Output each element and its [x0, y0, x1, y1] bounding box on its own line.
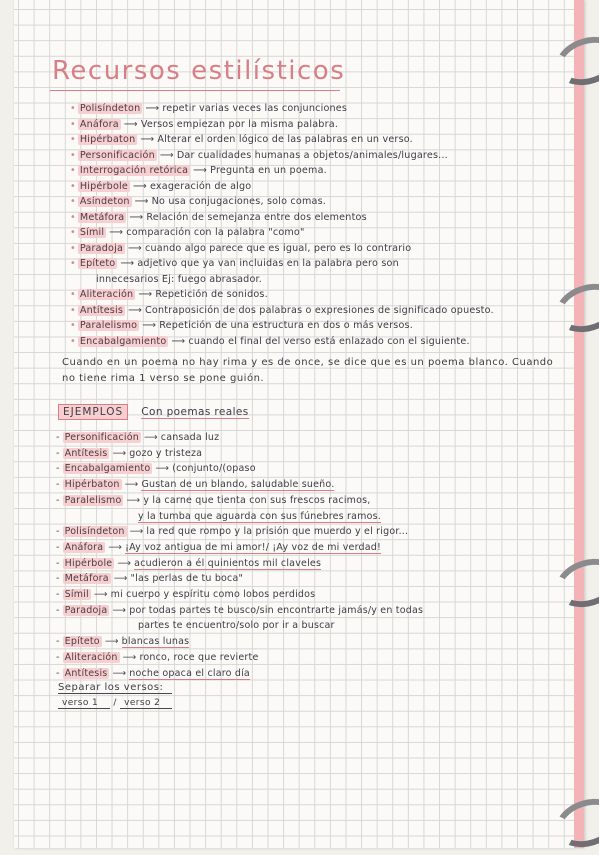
- example-item: [56, 571, 576, 587]
- example-text: Gustan de un blando, saludable sueño.: [141, 479, 335, 491]
- definitions-list: [70, 101, 570, 349]
- bullet-icon: •: [70, 304, 76, 316]
- definition-item: [70, 303, 570, 319]
- arrow-right-icon: ⟶: [138, 289, 153, 300]
- separate-verses-title: Separar los versos:: [58, 682, 172, 694]
- arrow-right-icon: ⟶: [109, 227, 124, 238]
- example-term: Encabalgamiento: [64, 463, 151, 475]
- definition-text: innecesarios Ej: fuego abrasador.: [96, 273, 263, 285]
- examples-heading-row: [58, 400, 249, 420]
- example-item: [56, 556, 576, 572]
- arrow-right-icon: ⟶: [193, 165, 208, 176]
- arrow-right-icon: ⟶: [108, 541, 123, 553]
- definition-item: [70, 210, 570, 226]
- definition-text: adjetivo que ya van incluidas en la palabra pero son: [137, 258, 399, 269]
- example-term: Epíteto: [64, 636, 100, 648]
- example-text: blancas lunas: [121, 636, 190, 648]
- dash-icon: -: [56, 432, 60, 443]
- definition-text: exageración de algo: [149, 180, 252, 192]
- arrow-right-icon: ⟶: [128, 304, 143, 316]
- definition-text: cuando algo parece que es igual, pero es lo contrario: [145, 242, 412, 254]
- bullet-icon: •: [70, 289, 76, 300]
- definition-term: Hipérbaton: [79, 134, 136, 145]
- example-item: [56, 477, 576, 493]
- definition-text: Dar cualidades humanas a objetos/animales/lugares...: [176, 149, 448, 161]
- example-item: [56, 603, 576, 619]
- dash-icon: -: [56, 604, 60, 616]
- definition-text: Alterar el orden lógico de las palabras en un verso.: [157, 134, 413, 145]
- arrow-right-icon: ⟶: [133, 180, 147, 192]
- definition-item: [70, 287, 570, 303]
- arrow-right-icon: ⟶: [120, 258, 135, 269]
- example-term: Símil: [64, 589, 89, 601]
- dash-icon: -: [56, 557, 60, 569]
- definition-item: [70, 272, 570, 288]
- example-text: noche opaca el claro día: [129, 667, 250, 679]
- example-item: [56, 540, 576, 556]
- bullet-icon: •: [70, 165, 76, 176]
- arrow-right-icon: ⟶: [112, 604, 127, 616]
- example-text: cansada luz: [160, 432, 220, 443]
- arrow-right-icon: ⟶: [145, 103, 160, 114]
- example-item: [56, 587, 576, 603]
- definition-term: Anáfora: [79, 118, 119, 130]
- title-underline: [50, 90, 340, 91]
- definition-item: [70, 241, 570, 257]
- definition-item: [70, 334, 570, 350]
- examples-list: [56, 430, 576, 681]
- arrow-right-icon: ⟶: [171, 335, 186, 347]
- definition-term: Paradoja: [79, 242, 124, 254]
- dash-icon: -: [56, 667, 60, 679]
- definition-term: Símil: [79, 227, 105, 238]
- definition-text: comparación con la palabra "como": [126, 227, 305, 238]
- definition-text: Versos empiezan por la misma palabra.: [140, 118, 339, 130]
- page-title: Recursos estilísticos: [52, 56, 346, 86]
- definition-item: [70, 163, 570, 179]
- verse-2-label: verso 2: [120, 698, 172, 709]
- dash-icon: -: [56, 589, 60, 601]
- example-text: mi cuerpo y espíritu como lobos perdidos: [110, 589, 316, 601]
- example-term: Metáfora: [64, 573, 109, 585]
- definition-term: Paralelismo: [79, 320, 138, 331]
- definition-term: Antítesis: [79, 304, 124, 316]
- dash-icon: -: [56, 463, 60, 475]
- example-term: Hipérbole: [64, 557, 113, 569]
- example-term: Personificación: [64, 432, 139, 443]
- dash-icon: -: [56, 636, 60, 648]
- arrow-right-icon: ⟶: [113, 573, 128, 585]
- definition-text: Repetición de una estructura en dos o más versos.: [159, 320, 413, 331]
- arrow-right-icon: ⟶: [123, 118, 138, 130]
- example-item: [56, 493, 576, 509]
- example-item: [56, 524, 576, 540]
- example-item: [56, 446, 576, 462]
- example-text: acudieron a él quinientos mil claveles: [134, 557, 322, 569]
- example-text: la red que rompo y la prisión que muerdo y el rigor...: [146, 526, 409, 538]
- definition-item: [70, 318, 570, 334]
- bullet-icon: •: [70, 118, 76, 130]
- arrow-right-icon: ⟶: [143, 432, 158, 443]
- dash-icon: -: [56, 526, 60, 538]
- verse-divider: /: [113, 698, 117, 708]
- note-paragraph: Cuando en un poema no hay rima y es de once, se dice que es un poema blanco. Cuando no tiene rima 1 verso se pone guión.: [62, 357, 554, 384]
- arrow-right-icon: ⟶: [117, 557, 132, 569]
- bullet-icon: •: [70, 258, 76, 269]
- arrow-right-icon: ⟶: [93, 589, 108, 601]
- example-term: Paralelismo: [64, 494, 122, 506]
- example-term: Antítesis: [64, 447, 108, 459]
- dash-icon: -: [56, 494, 60, 506]
- definition-item: [70, 117, 570, 133]
- definition-term: Personificación: [79, 149, 155, 161]
- definition-term: Interrogación retórica: [79, 165, 189, 176]
- example-term: Anáfora: [64, 541, 104, 553]
- bullet-icon: •: [70, 227, 76, 238]
- definition-text: Repetición de sonidos.: [155, 289, 268, 300]
- definition-term: Metáfora: [79, 211, 125, 223]
- arrow-right-icon: ⟶: [159, 149, 174, 161]
- dash-icon: -: [56, 651, 60, 663]
- separate-verses-example: [58, 698, 172, 709]
- example-text: y la tumba que aguarda con sus fúnebres ramos.: [138, 510, 381, 522]
- definition-item: [70, 101, 570, 117]
- definition-text: repetir varias veces las conjunciones: [162, 103, 348, 114]
- arrow-right-icon: ⟶: [124, 479, 139, 491]
- definition-item: [70, 179, 570, 195]
- definition-term: Epíteto: [79, 258, 116, 269]
- example-item: [56, 461, 576, 477]
- arrow-right-icon: ⟶: [140, 134, 155, 145]
- bullet-icon: •: [70, 149, 76, 161]
- notebook-page: [14, 0, 584, 848]
- bullet-icon: •: [70, 134, 76, 145]
- separate-verses: [58, 682, 172, 709]
- examples-subheading: Con poemas reales: [141, 406, 249, 418]
- arrow-right-icon: ⟶: [128, 242, 142, 254]
- arrow-right-icon: ⟶: [112, 447, 127, 459]
- page-margin-stripe: [574, 0, 584, 848]
- definition-term: Hipérbole: [79, 180, 129, 192]
- example-item: [56, 650, 576, 666]
- arrow-right-icon: ⟶: [155, 463, 170, 475]
- arrow-right-icon: ⟶: [142, 320, 157, 331]
- dash-icon: -: [56, 541, 60, 553]
- example-text: "las perlas de tu boca": [130, 573, 244, 585]
- definition-term: Encabalgamiento: [79, 335, 167, 347]
- arrow-right-icon: ⟶: [104, 636, 119, 648]
- arrow-right-icon: ⟶: [129, 211, 144, 223]
- example-term: Antítesis: [64, 667, 108, 679]
- verse-1-label: verso 1: [58, 698, 110, 709]
- example-text: ronco, roce que revierte: [139, 651, 259, 663]
- dash-icon: -: [56, 447, 60, 459]
- example-item: [56, 666, 576, 682]
- definition-text: Pregunta en un poema.: [210, 165, 327, 176]
- example-text: gozo y tristeza: [129, 447, 203, 459]
- definition-term: Asíndeton: [79, 196, 130, 207]
- definition-text: cuando el final del verso está enlazado con el siguiente.: [188, 335, 470, 347]
- example-item: [56, 634, 576, 650]
- example-item: [56, 430, 576, 446]
- dash-icon: -: [56, 479, 60, 491]
- arrow-right-icon: ⟶: [134, 196, 149, 207]
- definition-term: Polisíndeton: [79, 103, 141, 114]
- bullet-icon: •: [70, 335, 76, 347]
- example-term: Polisíndeton: [64, 526, 125, 538]
- example-text: partes te encuentro/solo por ir a buscar: [138, 620, 335, 632]
- bullet-icon: •: [70, 320, 76, 331]
- example-term: Hipérbaton: [64, 479, 120, 491]
- definition-text: Contraposición de dos palabras o expresiones de significado opuesto.: [145, 304, 494, 316]
- example-text: por todas partes te busco/sin encontrarte jamás/y en todas: [129, 604, 424, 616]
- definition-item: [70, 256, 570, 272]
- bullet-icon: •: [70, 242, 76, 254]
- example-text: ¡Ay voz antigua de mi amor!/ ¡Ay voz de mi verdad!: [125, 541, 382, 553]
- arrow-right-icon: ⟶: [122, 651, 137, 663]
- arrow-right-icon: ⟶: [126, 494, 141, 506]
- example-term: Aliteración: [64, 651, 118, 663]
- definition-item: [70, 132, 570, 148]
- arrow-right-icon: ⟶: [129, 526, 144, 538]
- bullet-icon: •: [70, 103, 76, 114]
- bullet-icon: •: [70, 211, 76, 223]
- bullet-icon: •: [70, 180, 76, 192]
- example-item: [56, 618, 576, 634]
- example-term: Paradoja: [64, 604, 108, 616]
- example-item: [56, 509, 576, 525]
- definition-term: Aliteración: [79, 289, 134, 300]
- example-text: y la carne que tienta con sus frescos racimos,: [143, 494, 371, 506]
- definition-item: [70, 225, 570, 241]
- bullet-icon: •: [70, 196, 76, 207]
- examples-heading: EJEMPLOS: [58, 404, 128, 420]
- definition-text: No usa conjugaciones, solo comas.: [151, 196, 327, 207]
- example-text: (conjunto/(opaso: [172, 463, 256, 475]
- definition-text: Relación de semejanza entre dos elementos: [146, 211, 367, 223]
- dash-icon: -: [56, 573, 60, 585]
- definition-item: [70, 194, 570, 210]
- definition-item: [70, 148, 570, 164]
- arrow-right-icon: ⟶: [112, 667, 127, 679]
